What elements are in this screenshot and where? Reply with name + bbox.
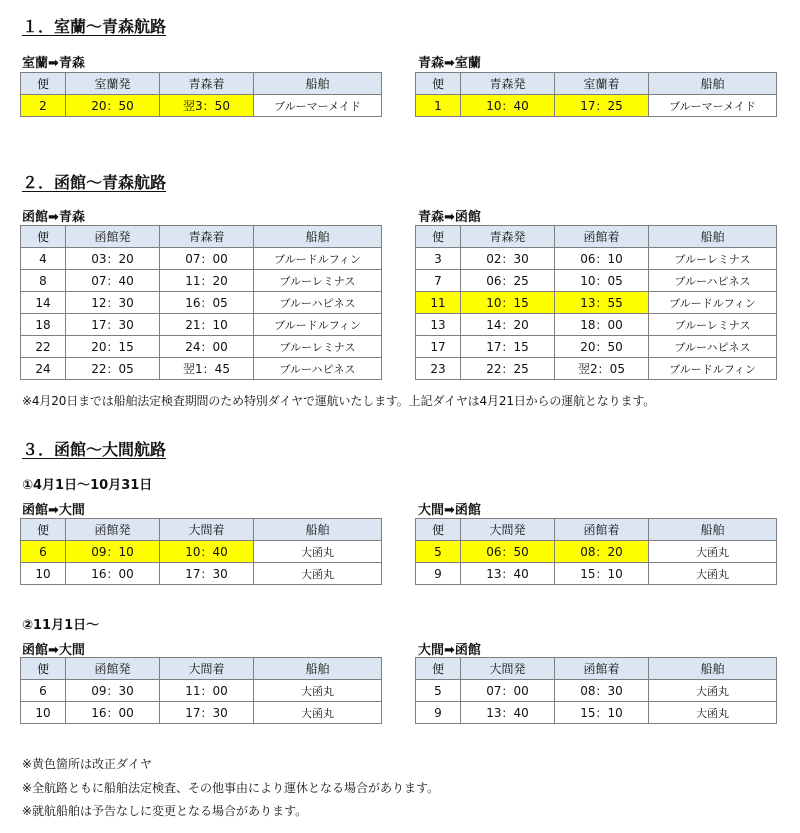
- column-header-flight-number: 便: [416, 73, 461, 95]
- ship-name-cell: ブルーハピネス: [649, 270, 777, 292]
- column-header-departure-time: 大間発: [461, 658, 555, 680]
- table-row: [21, 248, 382, 270]
- arrival-time-cell: 10：40: [160, 541, 254, 563]
- departure-time-cell: 13：40: [461, 563, 555, 585]
- ship-name-cell: ブルーハピネス: [649, 336, 777, 358]
- ship-name-cell: ブルードルフィン: [254, 248, 382, 270]
- arrival-time-cell: 17：30: [160, 563, 254, 585]
- column-header-departure-time: 大間発: [461, 519, 555, 541]
- flight-number-cell: 10: [21, 563, 66, 585]
- column-header-arrival-time: 大間着: [160, 658, 254, 680]
- period-label: ②11月1日～: [22, 618, 100, 633]
- table-row: [21, 270, 382, 292]
- ship-name-cell: ブルーハピネス: [254, 358, 382, 380]
- departure-time-cell: 22：05: [66, 358, 160, 380]
- table-row: [21, 541, 382, 563]
- departure-time-cell: 06：50: [461, 541, 555, 563]
- ship-name-cell: ブルーマーメイド: [254, 95, 382, 117]
- table-row: [21, 336, 382, 358]
- table-row: [21, 702, 382, 724]
- departure-time-cell: 20：50: [66, 95, 160, 117]
- footnote: ※黄色箇所は改正ダイヤ: [22, 757, 152, 771]
- flight-number-cell: 9: [416, 702, 461, 724]
- column-header-ship-name: 船舶: [254, 519, 382, 541]
- footnote: ※就航船舶は予告なしに変更となる場合があります。: [22, 804, 308, 818]
- table-row: [21, 358, 382, 380]
- column-header-ship-name: 船舶: [254, 658, 382, 680]
- arrival-time-cell: 翌3：50: [160, 95, 254, 117]
- flight-number-cell: 1: [416, 95, 461, 117]
- table-row: [416, 270, 777, 292]
- period-label: ①4月1日～10月31日: [22, 478, 153, 493]
- arrival-time-cell: 10：05: [555, 270, 649, 292]
- table-header-row: [416, 658, 777, 680]
- column-header-departure-time: 函館発: [66, 519, 160, 541]
- table-label: 青森➡函館: [418, 210, 481, 225]
- arrival-time-cell: 08：30: [555, 680, 649, 702]
- departure-time-cell: 07：00: [461, 680, 555, 702]
- table-label: 大間➡函館: [418, 643, 481, 658]
- column-header-ship-name: 船舶: [649, 658, 777, 680]
- ship-name-cell: 大函丸: [649, 680, 777, 702]
- flight-number-cell: 18: [21, 314, 66, 336]
- departure-time-cell: 10：15: [461, 292, 555, 314]
- column-header-ship-name: 船舶: [649, 73, 777, 95]
- arrival-time-cell: 21：10: [160, 314, 254, 336]
- departure-time-cell: 17：15: [461, 336, 555, 358]
- table-row: [416, 541, 777, 563]
- column-header-departure-time: 青森発: [461, 226, 555, 248]
- ship-name-cell: ブルードルフィン: [254, 314, 382, 336]
- flight-number-cell: 6: [21, 680, 66, 702]
- column-header-flight-number: 便: [21, 658, 66, 680]
- ship-name-cell: ブルードルフィン: [649, 358, 777, 380]
- arrival-time-cell: 07：00: [160, 248, 254, 270]
- section-title: １．室蘭～青森航路: [22, 17, 167, 36]
- arrival-time-cell: 17：25: [555, 95, 649, 117]
- flight-number-cell: 24: [21, 358, 66, 380]
- table-row: [416, 358, 777, 380]
- departure-time-cell: 09：10: [66, 541, 160, 563]
- column-header-arrival-time: 青森着: [160, 73, 254, 95]
- timetable: [415, 657, 777, 724]
- departure-time-cell: 20：15: [66, 336, 160, 358]
- flight-number-cell: 9: [416, 563, 461, 585]
- ship-name-cell: 大函丸: [254, 563, 382, 585]
- flight-number-cell: 5: [416, 680, 461, 702]
- flight-number-cell: 6: [21, 541, 66, 563]
- table-row: [416, 314, 777, 336]
- arrival-time-cell: 17：30: [160, 702, 254, 724]
- table-row: [21, 314, 382, 336]
- arrival-time-cell: 24：00: [160, 336, 254, 358]
- section-title: ３．函館～大間航路: [22, 440, 167, 459]
- timetable: [20, 72, 382, 117]
- flight-number-cell: 11: [416, 292, 461, 314]
- departure-time-cell: 16：00: [66, 563, 160, 585]
- table-label: 室蘭➡青森: [22, 56, 85, 71]
- timetable: [20, 225, 382, 380]
- column-header-flight-number: 便: [21, 519, 66, 541]
- arrival-time-cell: 16：05: [160, 292, 254, 314]
- arrival-time-cell: 18：00: [555, 314, 649, 336]
- arrival-time-cell: 翌1：45: [160, 358, 254, 380]
- flight-number-cell: 10: [21, 702, 66, 724]
- column-header-arrival-time: 青森着: [160, 226, 254, 248]
- ship-name-cell: ブルーハピネス: [254, 292, 382, 314]
- column-header-flight-number: 便: [416, 519, 461, 541]
- arrival-time-cell: 20：50: [555, 336, 649, 358]
- departure-time-cell: 13：40: [461, 702, 555, 724]
- column-header-ship-name: 船舶: [254, 226, 382, 248]
- column-header-ship-name: 船舶: [649, 226, 777, 248]
- arrival-time-cell: 11：00: [160, 680, 254, 702]
- departure-time-cell: 22：25: [461, 358, 555, 380]
- table-header-row: [21, 73, 382, 95]
- arrival-time-cell: 08：20: [555, 541, 649, 563]
- departure-time-cell: 06：25: [461, 270, 555, 292]
- timetable: [415, 72, 777, 117]
- table-label: 函館➡大間: [22, 503, 85, 518]
- departure-time-cell: 16：00: [66, 702, 160, 724]
- ship-name-cell: 大函丸: [254, 541, 382, 563]
- column-header-arrival-time: 室蘭着: [555, 73, 649, 95]
- ship-name-cell: ブルーレミナス: [649, 248, 777, 270]
- ship-name-cell: ブルーレミナス: [254, 270, 382, 292]
- table-row: [416, 680, 777, 702]
- table-header-row: [21, 226, 382, 248]
- departure-time-cell: 17：30: [66, 314, 160, 336]
- flight-number-cell: 3: [416, 248, 461, 270]
- arrival-time-cell: 13：55: [555, 292, 649, 314]
- column-header-departure-time: 函館発: [66, 658, 160, 680]
- table-row: [21, 292, 382, 314]
- table-header-row: [21, 658, 382, 680]
- departure-time-cell: 12：30: [66, 292, 160, 314]
- table-row: [416, 95, 777, 117]
- flight-number-cell: 22: [21, 336, 66, 358]
- column-header-flight-number: 便: [416, 226, 461, 248]
- table-row: [416, 563, 777, 585]
- flight-number-cell: 17: [416, 336, 461, 358]
- flight-number-cell: 2: [21, 95, 66, 117]
- flight-number-cell: 23: [416, 358, 461, 380]
- column-header-arrival-time: 函館着: [555, 658, 649, 680]
- arrival-time-cell: 06：10: [555, 248, 649, 270]
- column-header-flight-number: 便: [416, 658, 461, 680]
- timetable: [415, 225, 777, 380]
- timetable: [20, 657, 382, 724]
- table-label: 青森➡室蘭: [418, 56, 481, 71]
- column-header-departure-time: 青森発: [461, 73, 555, 95]
- ship-name-cell: ブルーレミナス: [254, 336, 382, 358]
- departure-time-cell: 09：30: [66, 680, 160, 702]
- table-row: [416, 336, 777, 358]
- flight-number-cell: 5: [416, 541, 461, 563]
- table-header-row: [21, 519, 382, 541]
- flight-number-cell: 13: [416, 314, 461, 336]
- column-header-flight-number: 便: [21, 226, 66, 248]
- table-row: [416, 248, 777, 270]
- table-label: 大間➡函館: [418, 503, 481, 518]
- arrival-time-cell: 11：20: [160, 270, 254, 292]
- ship-name-cell: ブルーレミナス: [649, 314, 777, 336]
- column-header-departure-time: 函館発: [66, 226, 160, 248]
- ship-name-cell: ブルードルフィン: [649, 292, 777, 314]
- table-row: [21, 95, 382, 117]
- departure-time-cell: 14：20: [461, 314, 555, 336]
- column-header-ship-name: 船舶: [254, 73, 382, 95]
- timetable: [415, 518, 777, 585]
- departure-time-cell: 10：40: [461, 95, 555, 117]
- arrival-time-cell: 15：10: [555, 563, 649, 585]
- table-row: [21, 563, 382, 585]
- table-row: [416, 292, 777, 314]
- ship-name-cell: 大函丸: [254, 702, 382, 724]
- flight-number-cell: 14: [21, 292, 66, 314]
- flight-number-cell: 8: [21, 270, 66, 292]
- departure-time-cell: 07：40: [66, 270, 160, 292]
- ship-name-cell: 大函丸: [649, 563, 777, 585]
- table-header-row: [416, 519, 777, 541]
- timetable: [20, 518, 382, 585]
- arrival-time-cell: 15：10: [555, 702, 649, 724]
- footnote: ※全航路ともに船舶法定検査、その他事由により運休となる場合があります。: [22, 781, 440, 795]
- table-label: 函館➡大間: [22, 643, 85, 658]
- arrival-time-cell: 翌2：05: [555, 358, 649, 380]
- column-header-arrival-time: 大間着: [160, 519, 254, 541]
- ship-name-cell: 大函丸: [254, 680, 382, 702]
- column-header-arrival-time: 函館着: [555, 519, 649, 541]
- column-header-ship-name: 船舶: [649, 519, 777, 541]
- table-header-row: [416, 73, 777, 95]
- column-header-arrival-time: 函館着: [555, 226, 649, 248]
- table-row: [21, 680, 382, 702]
- departure-time-cell: 02：30: [461, 248, 555, 270]
- flight-number-cell: 7: [416, 270, 461, 292]
- departure-time-cell: 03：20: [66, 248, 160, 270]
- table-row: [416, 702, 777, 724]
- ship-name-cell: 大函丸: [649, 541, 777, 563]
- flight-number-cell: 4: [21, 248, 66, 270]
- table-label: 函館➡青森: [22, 210, 85, 225]
- ship-name-cell: ブルーマーメイド: [649, 95, 777, 117]
- section-title: ２．函館～青森航路: [22, 173, 167, 192]
- column-header-flight-number: 便: [21, 73, 66, 95]
- ship-name-cell: 大函丸: [649, 702, 777, 724]
- section-note: ※4月20日までは船舶法定検査期間のため特別ダイヤで運航いたします。上記ダイヤは4月21日からの運航となります。: [22, 394, 656, 408]
- column-header-departure-time: 室蘭発: [66, 73, 160, 95]
- table-header-row: [416, 226, 777, 248]
